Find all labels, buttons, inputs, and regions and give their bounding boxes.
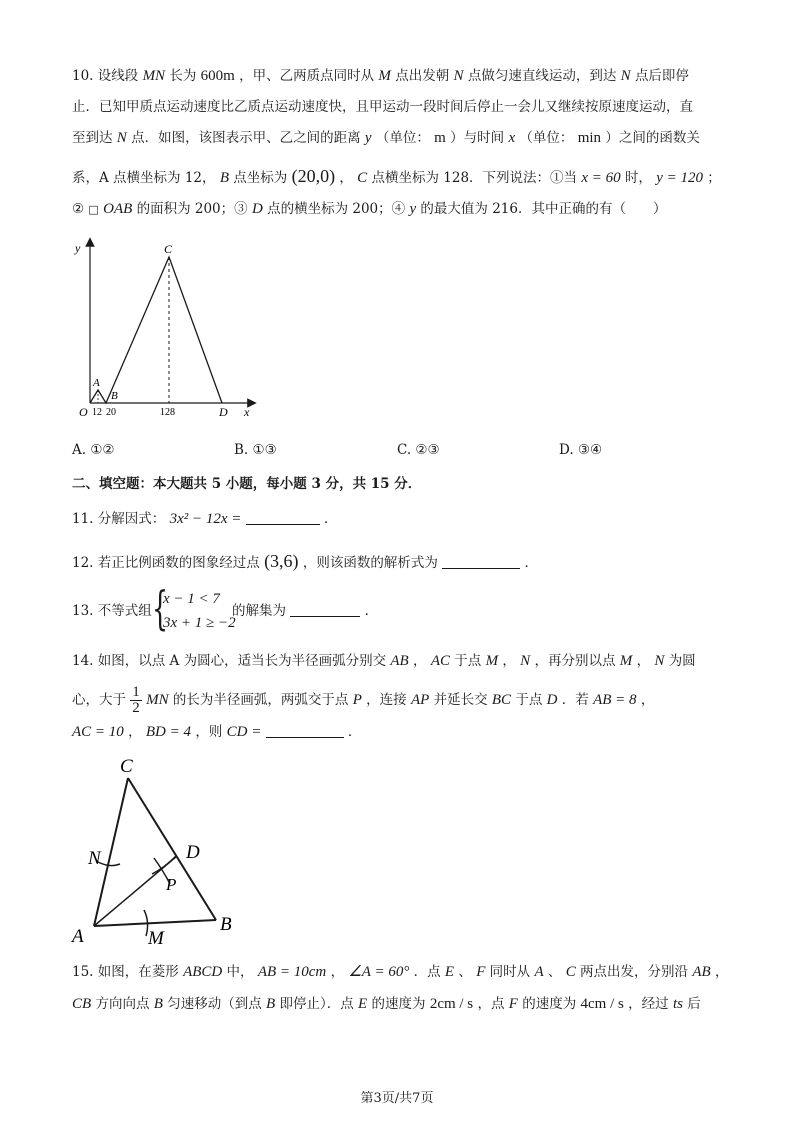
answer-blank[interactable] xyxy=(290,602,360,617)
q12 xyxy=(72,551,712,573)
text: 的解集为 xyxy=(232,603,286,619)
text: 时， xyxy=(624,170,652,186)
triangle-figure xyxy=(68,752,248,952)
text: 点的横坐标为 200；④ xyxy=(267,201,406,217)
answer-blank[interactable] xyxy=(442,554,520,569)
text: 的最大值为 216．其中正确的有（ ） xyxy=(420,201,667,217)
math: y xyxy=(409,201,417,217)
text: ． xyxy=(347,724,362,740)
math: B xyxy=(219,170,229,186)
math: N xyxy=(654,653,665,669)
text: ， xyxy=(636,653,651,669)
math: N xyxy=(620,68,631,84)
math: x xyxy=(508,130,516,146)
math: y = 120 xyxy=(656,170,703,186)
math: AC = 10 xyxy=(72,724,124,740)
q10-line-2 xyxy=(72,97,712,117)
text: 中， xyxy=(226,964,254,980)
math: AB xyxy=(692,964,711,980)
vertex-B-label: B xyxy=(220,914,232,935)
answer-blank[interactable] xyxy=(266,723,344,738)
text: ； xyxy=(707,170,721,186)
math: OAB xyxy=(103,201,133,217)
text: 长为 xyxy=(169,68,197,84)
math: AC xyxy=(430,653,450,669)
q10-line-3 xyxy=(72,128,712,148)
option-c[interactable]: C. ②③ xyxy=(397,442,440,458)
text: 点坐标为 xyxy=(233,170,288,186)
math: AP xyxy=(410,692,430,708)
math: F xyxy=(476,964,486,980)
numerator: 1 xyxy=(132,684,140,700)
math: C xyxy=(357,170,368,186)
text: 并延长交 xyxy=(433,692,488,708)
math: (3,6) xyxy=(264,551,299,571)
side-AB xyxy=(94,920,216,926)
section-heading: 二、填空题：本大题共 5 小题，每小题 3 分，共 15 分． xyxy=(72,476,422,492)
x-label: x xyxy=(244,405,250,419)
math: 600m xyxy=(200,68,235,84)
text: 止．已知甲质点运动速度比乙质点运动速度快，且甲运动一段时间后停止一会儿又继续按原速度运动，直 xyxy=(72,99,693,115)
text: ）之间的函数关 xyxy=(605,130,700,146)
answer-blank[interactable] xyxy=(246,510,320,525)
text: ， xyxy=(640,692,655,708)
text: ，甲、乙两质点同时从 xyxy=(239,68,375,84)
text: 、 xyxy=(458,964,472,980)
brace: { xyxy=(152,581,169,635)
text: 为圆 xyxy=(668,653,696,669)
text: 点做匀速直线运动，到达 xyxy=(467,68,617,84)
text: ， xyxy=(128,724,142,740)
math: N xyxy=(520,653,531,669)
text: 14. 如图，以点 A 为圆心，适当长为半径画弧分别交 xyxy=(72,653,387,669)
triangle-glyph: □ xyxy=(88,203,99,216)
q14-line-1 xyxy=(72,651,712,671)
math: x = 60 xyxy=(581,170,621,186)
text: 11. 分解因式： xyxy=(72,511,166,527)
denominator: 2 xyxy=(132,700,140,716)
arc-P-2 xyxy=(152,856,176,874)
point-P-label: P xyxy=(166,875,177,894)
tick-12: 12 xyxy=(92,407,102,418)
text: 同时从 xyxy=(489,964,531,980)
text: ．点 xyxy=(413,964,441,980)
math: M xyxy=(485,653,499,669)
text: 15. 如图，在菱形 xyxy=(72,964,179,980)
text: 于点 xyxy=(454,653,482,669)
origin-label: O xyxy=(79,405,88,419)
math: m xyxy=(434,130,446,146)
point-D-label: D xyxy=(186,842,200,863)
math: AB xyxy=(390,653,409,669)
text: 系，A 点横坐标为 12， xyxy=(72,170,216,186)
text: ）与时间 xyxy=(450,130,505,146)
distance-time-graph xyxy=(72,232,262,422)
text: 后 xyxy=(687,996,701,1012)
text: ， xyxy=(339,170,353,186)
text: ．若 xyxy=(561,692,589,708)
option-a[interactable]: A. ①② xyxy=(72,442,115,458)
math: B xyxy=(266,996,276,1012)
math: y xyxy=(364,130,372,146)
vertex-A-label: A xyxy=(72,926,84,947)
math: F xyxy=(508,996,518,1012)
math: CD = xyxy=(226,724,262,740)
text: 至到达 xyxy=(72,130,113,146)
math: E xyxy=(358,996,368,1012)
page-footer: 第3页/共7页 xyxy=(360,1091,434,1106)
text: ， xyxy=(714,964,729,980)
text: ． xyxy=(364,603,379,619)
text: （单位： xyxy=(519,130,574,146)
q15-line-1 xyxy=(72,962,729,982)
point-N-label: N xyxy=(88,848,101,869)
text: 的面积为 200；③ xyxy=(136,201,248,217)
q14-line-2 xyxy=(72,685,712,715)
q14-line-3 xyxy=(72,722,712,742)
vertex-C-label: C xyxy=(120,756,133,777)
text: 点横坐标为 128．下列说法：①当 xyxy=(371,170,578,186)
text: ，再分别以点 xyxy=(534,653,616,669)
side-BC xyxy=(128,778,216,920)
text: ， xyxy=(502,653,516,669)
math: BD = 4 xyxy=(145,724,192,740)
math: 2cm / s xyxy=(429,996,474,1012)
math: D xyxy=(546,692,558,708)
q11 xyxy=(72,509,712,529)
y-label: y xyxy=(75,241,81,255)
text: ，则 xyxy=(195,724,223,740)
math: AB = 10cm xyxy=(257,964,327,980)
math: 4cm / s xyxy=(580,996,624,1012)
math: MN xyxy=(146,692,169,708)
math: D xyxy=(251,201,263,217)
fraction-one-half xyxy=(130,685,142,716)
text: 的长为半径画弧，两弧交于点 xyxy=(172,692,349,708)
text: 12. 若正比例函数的图象经过点 xyxy=(72,555,260,571)
point-A-label: A xyxy=(93,377,100,389)
text: ，则该函数的解析式为 xyxy=(302,555,438,571)
text: 方向向点 xyxy=(95,996,150,1012)
q13-suffix xyxy=(232,601,432,621)
text: 两点出发，分别沿 xyxy=(580,964,689,980)
text: 、 xyxy=(547,964,562,980)
math: (20,0) xyxy=(291,166,336,186)
math: ABCD xyxy=(183,964,223,980)
text: （单位： xyxy=(375,130,430,146)
math: N xyxy=(453,68,464,84)
math: CB xyxy=(72,996,92,1012)
math: B xyxy=(153,996,163,1012)
text: 匀速移动（到点 xyxy=(167,996,262,1012)
text: 于点 xyxy=(515,692,543,708)
q15-line-2 xyxy=(72,994,712,1014)
point-M-label: M xyxy=(148,928,164,949)
math: C xyxy=(565,964,576,980)
math: MN xyxy=(142,68,166,84)
text: 的速度为 xyxy=(371,996,426,1012)
option-d[interactable]: D. ③④ xyxy=(559,442,603,458)
math: 3x² − 12x = xyxy=(169,511,242,527)
text: ， xyxy=(413,653,427,669)
text: 点后即停 xyxy=(634,68,689,84)
text: 即停止）．点 xyxy=(279,996,354,1012)
text: 10. 设线段 xyxy=(72,68,139,84)
text: ． xyxy=(524,555,538,571)
point-D-label: D xyxy=(219,405,228,419)
text: 点．如图，该图表示甲、乙之间的距离 xyxy=(131,130,361,146)
math: E xyxy=(444,964,455,980)
point-C-label: C xyxy=(164,242,173,256)
text: 的速度为 xyxy=(522,996,577,1012)
math: P xyxy=(352,692,362,708)
tick-128: 128 xyxy=(160,407,175,418)
math: ts xyxy=(672,996,683,1012)
q13-prefix: 13. 不等式组 xyxy=(72,603,152,619)
q10-line-1 xyxy=(72,66,712,86)
math: M xyxy=(378,68,391,84)
inequality-2: 3x + 1 ≥ −2 xyxy=(163,615,236,631)
text: ，点 xyxy=(477,996,505,1012)
q10-line-5 xyxy=(72,199,712,220)
q10-line-4 xyxy=(72,166,721,188)
graph-polyline xyxy=(90,257,222,403)
text: ② xyxy=(72,201,85,217)
text: ，连接 xyxy=(366,692,407,708)
point-B-label: B xyxy=(111,390,118,402)
math: AB = 8 xyxy=(593,692,637,708)
math: min xyxy=(577,130,602,146)
inequality-1: x − 1 < 7 xyxy=(163,591,220,607)
text: ． xyxy=(323,511,338,527)
math: BC xyxy=(491,692,512,708)
text: ， xyxy=(330,964,345,980)
text: 点出发朝 xyxy=(395,68,450,84)
text: 心，大于 xyxy=(72,692,126,708)
text: ，经过 xyxy=(628,996,669,1012)
option-b[interactable]: B. ①③ xyxy=(234,442,277,458)
math: A xyxy=(534,964,544,980)
tick-20: 20 xyxy=(106,407,116,418)
math: ∠A = 60° xyxy=(348,964,410,980)
math: M xyxy=(619,653,633,669)
math: N xyxy=(116,130,127,146)
